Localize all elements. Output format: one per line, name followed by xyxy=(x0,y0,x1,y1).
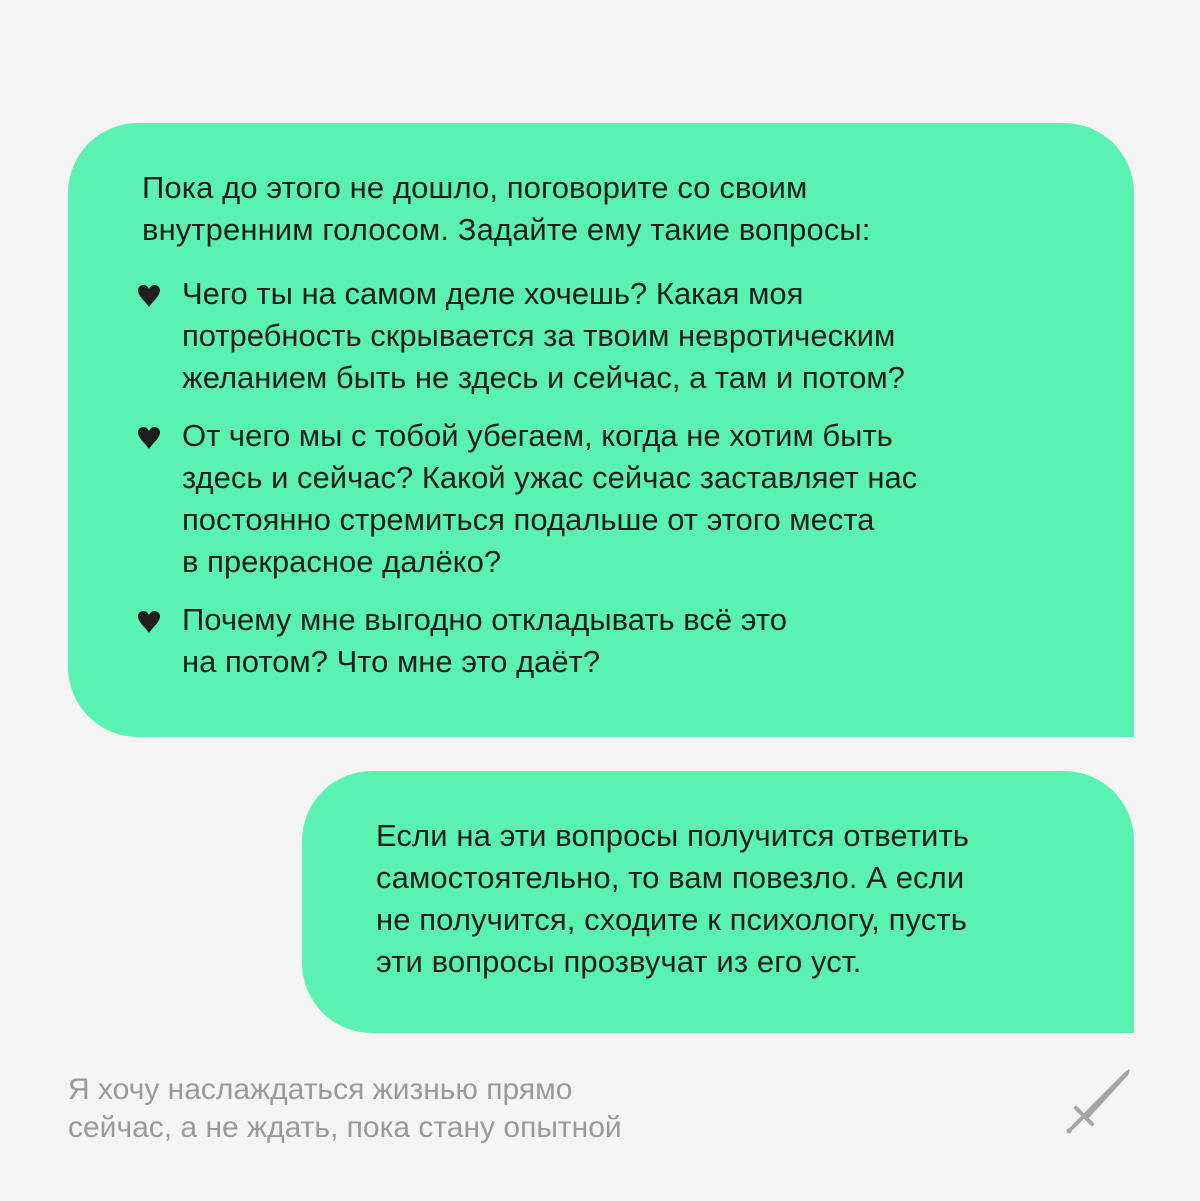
heart-icon xyxy=(136,415,166,457)
bullet-text: Почему мне выгодно откладывать всё это на потом? Что мне это даёт? xyxy=(182,602,787,679)
question-list xyxy=(142,273,1074,683)
heart-icon xyxy=(136,273,166,315)
sword-icon xyxy=(1062,1066,1136,1134)
list-item xyxy=(142,599,1074,683)
bullet-text: От чего мы с тобой убегаем, когда не хотим быть здесь и сейчас? Какой ужас сейчас заставляет нас постоянно стремиться подальше от этого места в прекрасное далёко? xyxy=(182,418,918,579)
list-item xyxy=(142,415,1074,583)
message-bubble-bottom xyxy=(302,771,1134,1033)
message-bubble-top xyxy=(68,123,1134,737)
heart-icon xyxy=(136,599,166,641)
message-text: Если на эти вопросы получится ответить самостоятельно, то вам повезло. А если не получится, сходите к психологу, пусть эти вопросы прозвучат из его уст. xyxy=(376,818,970,979)
footer-caption: Я хочу наслаждаться жизнью прямо сейчас, а не ждать, пока стану опытной xyxy=(68,1073,622,1144)
bullet-text: Чего ты на самом деле хочешь? Какая моя потребность скрывается за твоим невротическим желанием быть не здесь и сейчас, а там и потом? xyxy=(182,276,905,395)
list-item xyxy=(142,273,1074,399)
message-intro-text: Пока до этого не дошло, поговорите со своим внутренним голосом. Задайте ему такие вопросы: xyxy=(142,170,871,247)
